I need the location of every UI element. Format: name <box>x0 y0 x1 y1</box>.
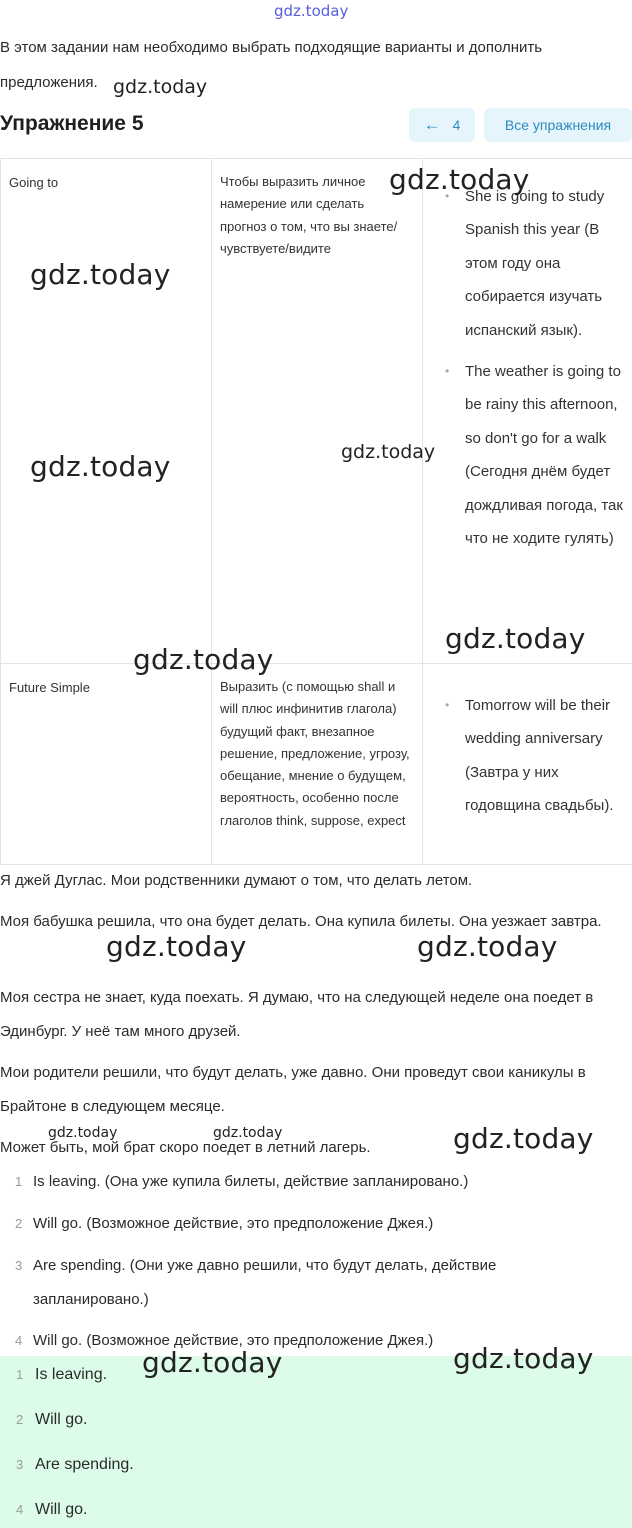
watermark: gdz.today <box>453 1342 594 1375</box>
watermark: gdz.today <box>341 441 436 463</box>
item-number: 3 <box>15 1258 23 1273</box>
tense-name: Going to <box>9 175 59 190</box>
example-list <box>423 159 632 555</box>
item-number: 4 <box>15 1333 23 1348</box>
watermark: gdz.today <box>445 622 586 655</box>
example-item: • She is going to study Spanish this year (В этом году она собирается изучать испанский язык). <box>433 180 632 347</box>
item-text: Is leaving. (Она уже купила билеты, действие запланировано.) <box>33 1173 469 1190</box>
item-text: Will go. (Возможное действие, это предположение Джея.) <box>33 1332 434 1349</box>
item-text: Will go. <box>35 1501 88 1518</box>
tense-usage: Выразить (с помощью shall и will плюс инфинитив глагола) будущий факт, внезапное решение, предложение, угрозу, обещание, мнение о будущем, вероятность, особенно после глаголов think, suppose, expect <box>220 679 410 828</box>
previous-exercise-number: 4 <box>452 117 461 133</box>
story-paragraph: Моя бабушка решила, что она будет делать. Она купила билеты. Она уезжает завтра. <box>0 913 602 930</box>
answers-box <box>0 1356 632 1528</box>
example-list <box>423 664 632 823</box>
item-number: 3 <box>16 1457 24 1472</box>
watermark: gdz.today <box>106 930 247 963</box>
story-paragraph: Может быть, мой брат скоро поедет в летний лагерь. <box>0 1139 371 1156</box>
item-text: Will go. (Возможное действие, это предположение Джея.) <box>33 1215 434 1232</box>
arrow-left-icon: ← <box>423 115 441 134</box>
watermark: gdz.today <box>453 1122 594 1155</box>
tense-usage: Чтобы выразить личное намерение или сделать прогноз о том, что вы знаете/чувствуете/видите <box>220 174 398 256</box>
watermark: gdz.today <box>274 2 349 20</box>
watermark: gdz.today <box>417 930 558 963</box>
item-text: Will go. <box>35 1411 88 1428</box>
all-exercises-button[interactable]: Все упражнения <box>484 108 632 142</box>
item-text: Are spending. <box>35 1456 134 1473</box>
story-paragraph: Я джей Дуглас. Мои родственники думают о том, что делать летом. <box>0 872 473 889</box>
story-paragraph: Моя сестра не знает, куда поехать. Я думаю, что на следующей неделе она поедет в Эдинбург. У неё там много друзей. <box>0 989 594 1040</box>
watermark: gdz.today <box>213 1125 283 1141</box>
item-number: 2 <box>15 1216 23 1231</box>
item-text: Are spending. (Они уже давно решили, что будут делать, действие запланировано.) <box>33 1257 497 1308</box>
item-number: 1 <box>16 1367 24 1382</box>
tense-name: Future Simple <box>9 680 90 695</box>
story-paragraph: Мои родители решили, что будут делать, уже давно. Они проведут свои каникулы в Брайтоне в следующем месяце. <box>0 1064 586 1115</box>
watermark: gdz.today <box>30 450 171 483</box>
watermark: gdz.today <box>389 163 530 196</box>
watermark: gdz.today <box>30 258 171 291</box>
table-row <box>1 159 632 664</box>
item-number: 1 <box>15 1174 23 1189</box>
item-number: 2 <box>16 1412 24 1427</box>
watermark: gdz.today <box>48 1125 118 1141</box>
previous-exercise-button[interactable] <box>409 108 475 142</box>
item-text: Is leaving. <box>35 1366 108 1383</box>
exercise-title: Упражнение 5 <box>0 112 144 135</box>
intro-text: В этом задании нам необходимо выбрать подходящие варианты и дополнить предложения. <box>0 39 543 91</box>
watermark: gdz.today <box>133 643 274 676</box>
table-row <box>1 664 632 865</box>
watermark: gdz.today <box>113 76 208 98</box>
item-number: 4 <box>16 1502 24 1517</box>
example-item: • Tomorrow will be their wedding anniversary (Завтра у них годовщина свадьбы). <box>433 689 632 823</box>
example-item: • The weather is going to be rainy this afternoon, so don't go for a walk (Сегодня днём будет дождливая погода, так что не ходите гулять) <box>433 355 632 555</box>
watermark: gdz.today <box>142 1346 283 1379</box>
